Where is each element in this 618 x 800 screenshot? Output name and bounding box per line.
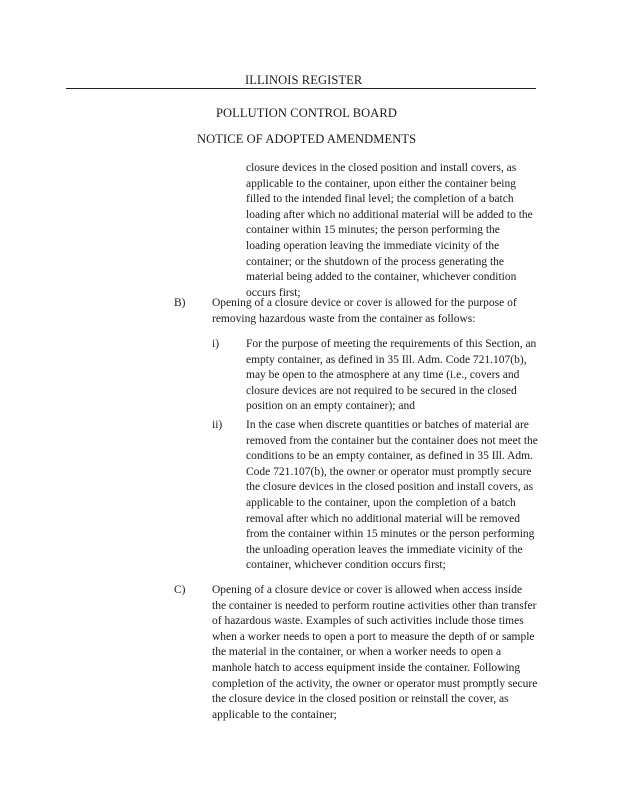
sub-ii-text: In the case when discrete quantities or batches of material are removed from the container but the container does not meet the conditions to be an empty container, as defined in 35 Ill. Adm. Code 721.107(b), the owner or operator must promptly secure the closure devices in the closed position and install covers, as applicable to the container, upon the completion of a batch removal after which no additional material will be removed from the container within 15 minutes or the person performing the unloading operation leaves the immediate vicinity of the container, whichever condition occurs first; <box>246 419 538 572</box>
item-b-label: B) <box>174 297 186 309</box>
item-c-label: C) <box>174 584 186 596</box>
sub-i-label: i) <box>212 338 220 350</box>
register-title: ILLINOIS REGISTER <box>245 73 363 87</box>
header-rule <box>66 88 536 89</box>
sub-i-text: For the purpose of meeting the requirements of this Section, an empty container, as defined in 35 Ill. Adm. Code 721.107(b), may be open to the atmosphere at any time (i.e., covers and closure devices are not required to be secured in the closed position on an empty container); and <box>246 338 537 413</box>
notice-title: NOTICE OF ADOPTED AMENDMENTS <box>197 132 417 146</box>
item-c-text: Opening of a closure device or cover is allowed when access inside the container is needed to perform routine activities other than transfer of hazardous waste. Examples of such activities include those times when a worker needs to open a port to measure the depth of or sample the material in the container, or when a worker needs to open a manhole hatch to access equipment inside the container. Following completion of the activity, the owner or operator must promptly secure the closure device in the closed position or reinstall the cover, as applicable to the container; <box>212 584 538 721</box>
sub-ii-label: ii) <box>212 419 223 431</box>
continuation-paragraph: closure devices in the closed position and install covers, as applicable to the container, upon either the container being filled to the intended final level; the completion of a batch loading after which no additional material will be added to the container within 15 minutes; the person performing the loading operation leaving the immediate vicinity of the container; or the shutdown of the process generating the material being added to the container, whichever condition occurs first; <box>246 162 533 299</box>
item-b-text: Opening of a closure device or cover is allowed for the purpose of removing hazardous waste from the container as follows: <box>212 297 517 325</box>
board-title: POLLUTION CONTROL BOARD <box>216 106 397 120</box>
